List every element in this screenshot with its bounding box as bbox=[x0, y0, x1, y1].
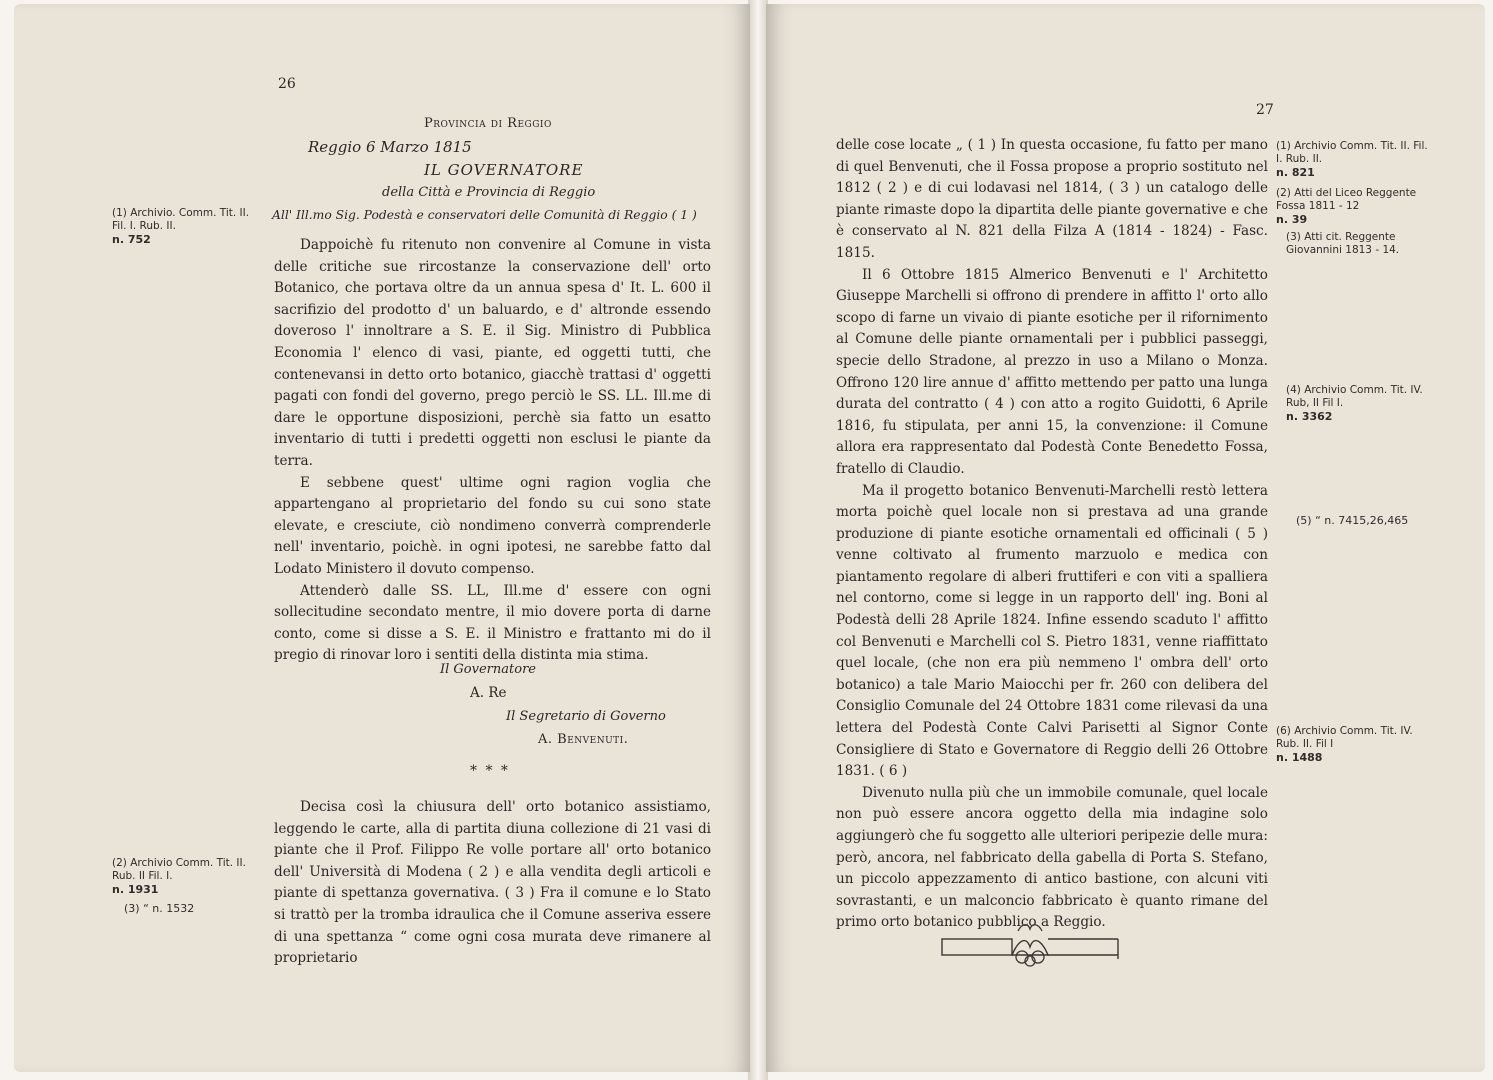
footnote-6-text: (6) Archivio Comm. Tit. IV. Rub. II. Fil I bbox=[1276, 725, 1413, 750]
letter-title: IL GOVERNATORE bbox=[424, 161, 584, 179]
letter-paragraph: E sebbene quest' ultime ogni ragion voglia che appartengano al proprietario del fondo su cui sono state elevate, e cresciute, ciò nondimeno converrà comprenderle nell' inventario, poichè. in ogni ipotesi, ne sarebbe fatto dal Lodato Ministero il dovuto compenso. bbox=[274, 474, 711, 577]
page-paragraph: Divenuto nulla più che un immobile comunale, quel locale non può essere ancora oggetto della mia indagine solo aggiungerò che fu soggetto alle ulteriori peripezie delle mura: però, ancora, nel fabbricato della gabella di Porta S. Stefano, un piccolo appezzamento di antico bastione, con alcuni viti sovrastanti, e un malconcio fabbricato è quanto rimane del primo orto botanico pubblico a Reggio. bbox=[836, 784, 1268, 931]
footnote-3: (3) “ n. 1532 bbox=[124, 902, 195, 915]
signature-2-name: A. Benvenuti. bbox=[538, 732, 629, 747]
footnote-1-text: (1) Archivio Comm. Tit. II. Fil. I. Rub. II. bbox=[1276, 140, 1428, 165]
footnote-4 bbox=[1286, 384, 1436, 423]
footnote-6-ref: n. 1488 bbox=[1276, 751, 1323, 764]
footnote-2-ref: n. 1931 bbox=[112, 883, 159, 896]
right-page bbox=[766, 4, 1485, 1072]
signature-2-role: Il Segretario di Governo bbox=[506, 709, 666, 724]
continuation-paragraph: Decisa così la chiusura dell' orto botanico assistiamo, leggendo le carte, alla di partita diuna collezione di 21 vasi di piante che il Prof. Filippo Re volle portare all' orto botanico dell' Università di Modena ( 2 ) e alla vendita degli articoli e piante di spettanza governativa. ( 3 ) Fra il comune e lo Stato si trattò per la tromba idraulica che il Comune asseriva essere di una spettanza “ come ogni cosa murata deve rimanere al proprietario bbox=[274, 799, 711, 967]
letter-paragraph: Dappoichè fu ritenuto non convenire al Comune in vista delle critiche sue rircostanze la conservazione dell' orto Botanico, che portava oltre da un annua spesa d' It. L. 600 il sacrifizio del prodotto d' un baluardo, e d' altronde essendo doveroso l' innoltrare a S. E. il Sig. Ministro di Pubblica Economia l' elenco di vasi, piante, ed oggetti tutti, che contenevansi in detto orto botanico, giacchè trattasi d' oggetti pagati con fondi del governo, prego perciò le SS. LL. Ill.me di dare le opportune disposizioni, perchè sia fatto un esatto inventario di tutti i predetti oggetti non esclusi le piante da terra. bbox=[274, 237, 711, 469]
page-paragraph: Ma il progetto botanico Benvenuti-Marchelli restò lettera morta poichè quel locale non si prestava ad una grande produzione di piante esotiche ornamentali ed officinali ( 5 ) venne coltivato al frumento marzuolo e medica con piantamento regolare di alberi fruttiferi e con viti a spalliera nel contorno, come si legge in un rapporto dell' ing. Boni al Podestà delli 28 Aprile 1824. Infine essendo scaduto l' affitto col Benvenuti e Marchelli col S. Pietro 1831, venne riaffittato quel locale, (che non era più nemmeno l' ombra dell' orto botanico) a tale Mario Maiocchi per fr. 260 con delibera del Consiglio Comunale del 24 Ottobre 1831 come rilevasi da una lettera del Podestà Conte Calvi Parisetti al Signor Conte Consigliere di Stato e Governatore di Reggio delli 26 Ottobre 1831. ( 6 ) bbox=[836, 482, 1268, 780]
footnote-2-ref: n. 39 bbox=[1276, 213, 1308, 226]
asterism: * * * bbox=[470, 763, 510, 779]
letter-addressee: All' Ill.mo Sig. Podestà e conservatori delle Comunità di Reggio ( 1 ) bbox=[272, 208, 697, 222]
page-number: 27 bbox=[1256, 102, 1274, 118]
footnote-2 bbox=[112, 857, 262, 896]
page-body bbox=[836, 135, 1268, 934]
footnote-1 bbox=[112, 207, 262, 246]
footnote-5: (5) “ n. 7415,26,465 bbox=[1296, 514, 1409, 527]
floral-rule-ornament bbox=[940, 919, 1120, 969]
footnote-1-text: (1) Archivio. Comm. Tit. II. Fil. I. Rub. II. bbox=[112, 207, 250, 232]
book-gutter bbox=[748, 0, 768, 1080]
footnote-1-ref: n. 752 bbox=[112, 233, 151, 246]
page-number: 26 bbox=[278, 76, 296, 92]
footnote-4-text: (4) Archivio Comm. Tit. IV. Rub, II Fil I. bbox=[1286, 384, 1423, 409]
page-paragraph: Il 6 Ottobre 1815 Almerico Benvenuti e l' Architetto Giuseppe Marchelli si offrono di prendere in affitto l' orto allo scopo di farne un vivaio di piante esotiche per il rifornimento al Comune delle piante ornamentali per i pubblici passeggi, specie dello Stradone, al prezzo in uso a Milano o Monza. Offrono 120 lire annue d' affitto mettendo per patto una lunga durata del contratto ( 4 ) con atto a rogito Guidotti, 6 Aprile 1816, fu stipulata, per anni 15, la convenzione: il Comune allora era rappresentato dal Podestà Conte Benedetto Fossa, fratello di Claudio. bbox=[836, 266, 1268, 477]
footnote-2-text: (2) Archivio Comm. Tit. II. Rub. II Fil. I. bbox=[112, 857, 246, 882]
footnote-1 bbox=[1276, 140, 1436, 179]
signature-1-name: A. Re bbox=[470, 685, 507, 701]
footnote-2 bbox=[1276, 187, 1436, 226]
footnote-6 bbox=[1276, 725, 1436, 764]
letter-subtitle: della Città e Provincia di Reggio bbox=[382, 185, 596, 200]
place-date: Reggio 6 Marzo 1815 bbox=[308, 138, 472, 156]
footnote-4-ref: n. 3362 bbox=[1286, 410, 1333, 423]
footnote-3: (3) Atti cit. Reggente Giovannini 1813 - 14. bbox=[1286, 231, 1400, 256]
page-paragraph: delle cose locate „ ( 1 ) In questa occasione, fu fatto per mano di quel Benvenuti, che il Fossa propose a proprio sostituto nel 1812 ( 2 ) e di cui lodavasi nel 1814, ( 3 ) un catalogo delle piante rimaste dopo la dipartita delle piante governative e che è conservato al N. 821 della Filza A (1814 - 1824) - Fasc. 1815. bbox=[836, 137, 1268, 261]
continuation-body bbox=[274, 797, 711, 970]
header-office: Provincia di Reggio bbox=[424, 116, 552, 131]
footnote-2-text: (2) Atti del Liceo Reggente Fossa 1811 - 12 bbox=[1276, 187, 1417, 212]
letter-paragraph: Attenderò dalle SS. LL, Ill.me d' essere con ogni sollecitudine secondato mentre, il mio dovere porta di darne conto, come si disse a S. E. il Ministro e frattanto mi do il pregio di rinovar loro i sentiti della distinta mia stima. bbox=[274, 582, 711, 664]
footnote-1-ref: n. 821 bbox=[1276, 166, 1315, 179]
letter-body bbox=[274, 235, 711, 667]
left-page bbox=[14, 4, 750, 1072]
signature-1-role: Il Governatore bbox=[440, 662, 536, 677]
